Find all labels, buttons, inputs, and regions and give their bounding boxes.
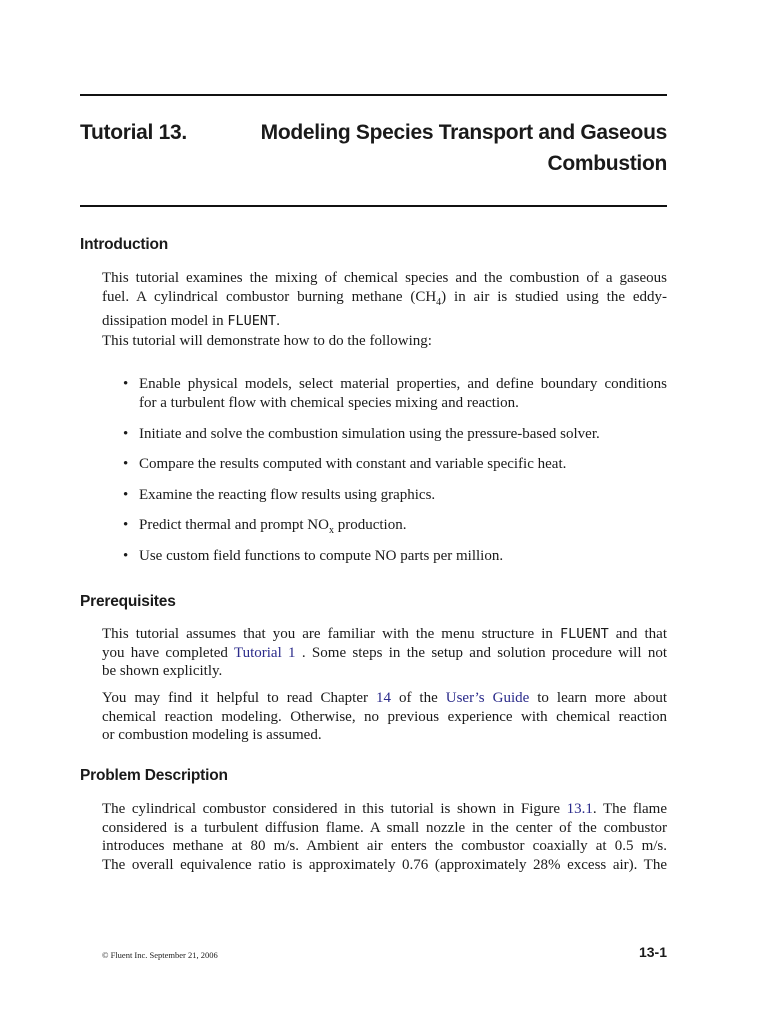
title-line-1: Modeling Species Transport and Gaseous	[260, 121, 667, 144]
bullet-icon: •	[123, 426, 129, 442]
section-heading-introduction: Introduction	[80, 236, 168, 253]
bullet-icon: •	[123, 487, 129, 503]
figure-13-1-link[interactable]: 13.1	[566, 801, 593, 817]
title-line-2: Combustion	[547, 152, 667, 175]
fluent-code: FLUENT	[227, 313, 277, 329]
fluent-code: FLUENT	[559, 626, 609, 642]
bullet-icon: •	[123, 456, 129, 472]
tutorial-title	[207, 117, 667, 179]
users-guide-link[interactable]: User’s Guide	[445, 690, 530, 706]
section-heading-problem-description: Problem Description	[80, 767, 228, 784]
top-rule	[80, 94, 667, 96]
bullet-icon: •	[123, 548, 129, 564]
intro-paragraph-2: This tutorial will demonstrate how to do the following:	[102, 333, 432, 349]
page-number: 13-1	[638, 944, 667, 960]
tutorial-1-link[interactable]: Tutorial 1	[233, 644, 296, 661]
document-page: Tutorial 13. Modeling Species Transport and Gaseous Combustion Introduction This tutorial examines the mixing of chemical species and the combustion of a gaseous fuel. A cylindrical combustor burning methane $(CH_4)$ in air is studied using the eddy- dissipation model in FLUENT. This tutorial will demonstrate how to do the following: • Enable physical models, select material properties, and define boundary conditions for a turbulent flow with chemical species mixing and reaction. • Initiate and solve the combustion simulation using the pressure-based solver. • Compare the results computed with constant and variable specific heat. • Examine the reacting flow results using graphics. • Predict thermal and prompt $NO_x$ production. • Use custom field functions to compute NO parts per million. Prerequisites This tutorial assumes that you are familiar with the menu structure in FLUENT and that you have completed Tutorial 1 . Some steps in the setup and solution procedure will not be shown explicitly. You may find it helpful to read Chapter 14 of the User’s Guide to learn more about chemical reaction modeling. Otherwise, no previous experience with chemical reaction or combustion modeling is assumed. Problem Description The cylindrical combustor considered in this tutorial is shown in Figure 13.1. The flame considered is a turbulent diffusion flame. A small nozzle in the center of the combustor introduces methane at 80 m/s. Ambient air enters the combustor coaxially at 0.5 m/s. The overall equivalence ratio is approximately 0.76 (approximately 28% excess air). The © Fluent Inc. September 21, 2006 13-1	[0, 0, 768, 1024]
prereq-paragraph-1: This tutorial assumes that you are familiar with the menu structure in FLUENT and that you have completed Tutorial 1 . Some steps in the setup and solution procedure will not be shown explicitly.	[102, 626, 667, 679]
prereq-paragraph-2: You may find it helpful to read Chapter 14 of the User’s Guide to learn more about chemical reaction modeling. Otherwise, no previous experience with chemical reaction or combustion modeling is assumed.	[102, 690, 668, 743]
problem-paragraph: The cylindrical combustor considered in this tutorial is shown in Figure 13.1. The flame considered is a turbulent diffusion flame. A small nozzle in the center of the combustor introduces methane at 80 m/s. Ambient air enters the combustor coaxially at 0.5 m/s. The overall equivalence ratio is approximately 0.76 (approximately 28% excess air). The	[102, 801, 667, 873]
bullet-icon: •	[123, 376, 129, 392]
section-heading-prerequisites: Prerequisites	[80, 593, 176, 610]
intro-paragraph-1: This tutorial examines the mixing of chemical species and the combustion of a gaseous fuel. A cylindrical combustor burning methane $(CH_4)$ in air is studied using the eddy- dissipation model in FLUENT.	[102, 270, 667, 329]
footer-copyright: © Fluent Inc. September 21, 2006	[102, 950, 218, 960]
bottom-rule	[80, 205, 667, 207]
tutorial-label: Tutorial 13.	[80, 121, 187, 144]
chapter-14-link[interactable]: 14	[375, 690, 391, 706]
bullet-icon: •	[123, 517, 129, 533]
